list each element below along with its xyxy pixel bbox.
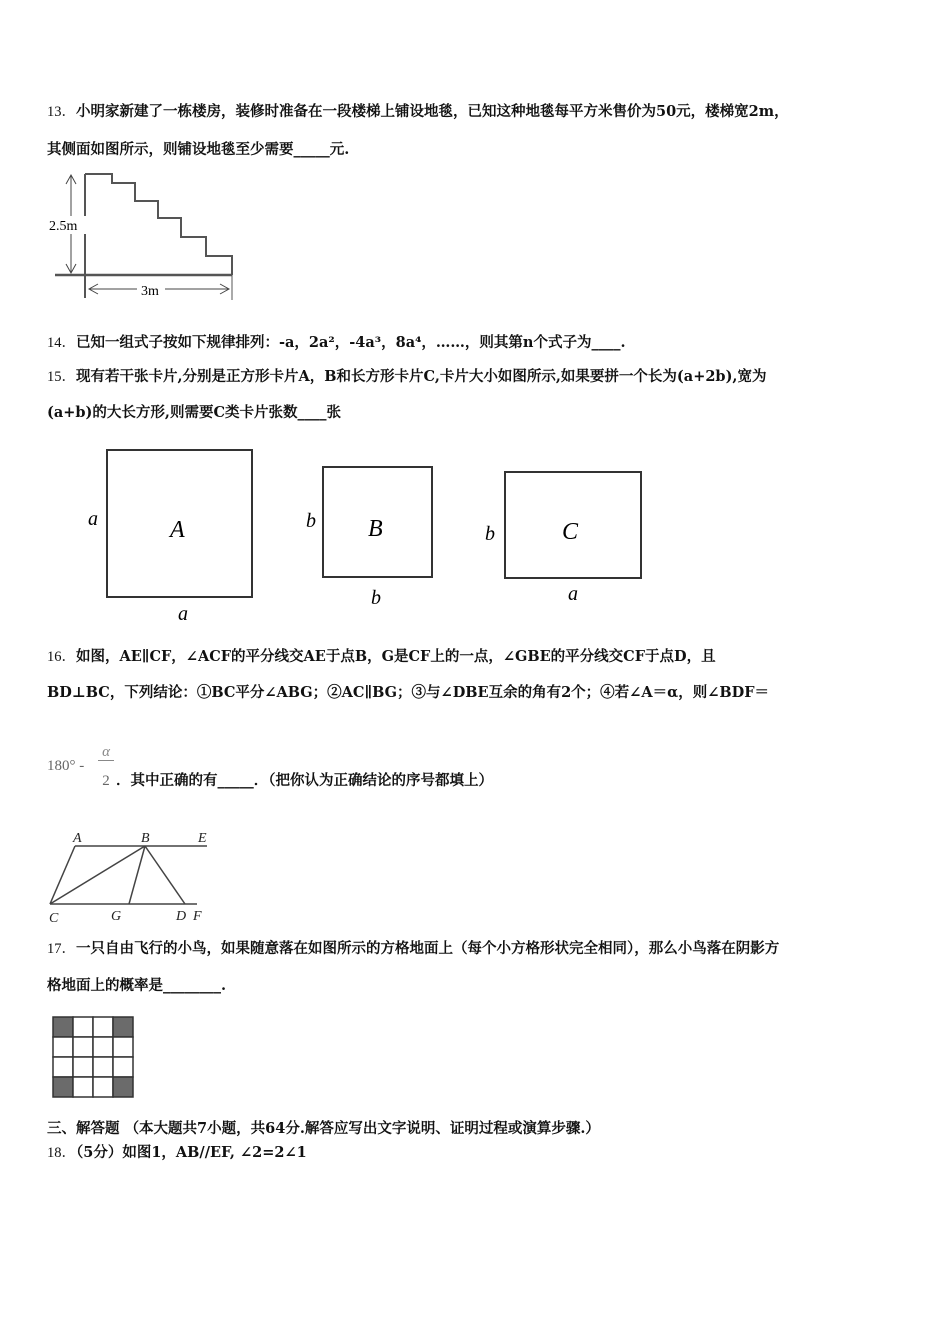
- q15-line1: [47, 367, 766, 387]
- q18-text: （5分）如图1，AB//EF, ∠2=2∠1: [76, 1144, 307, 1161]
- grid-cell: [53, 1057, 73, 1077]
- q16-number: 16．: [47, 649, 76, 665]
- q15-number: 15．: [47, 369, 76, 385]
- grid-cell-shaded: [113, 1077, 133, 1097]
- card-c: [485, 472, 641, 605]
- q13-text: 小明家新建了一栋楼房，装修时准备在一段楼梯上铺设地毯，已知这种地毯每平方米售价为50元，楼梯宽2m，: [76, 103, 789, 120]
- height-label: 2.5m: [49, 219, 78, 234]
- point-a-label: A: [73, 831, 82, 846]
- q18-number: 18．: [47, 1145, 76, 1161]
- q16-line2: BD⊥BC，下列结论：①BC平分∠ABG；②AC∥BG；③与∠DBE互余的角有2个；④若∠A＝α，则∠BDF＝: [47, 684, 770, 701]
- q16-line1: [47, 647, 716, 667]
- card-b-bottom: b: [371, 587, 381, 609]
- grid-cell: [53, 1037, 73, 1057]
- point-f-label: F: [193, 909, 202, 924]
- formula-prefix: 180° -: [47, 758, 85, 774]
- q15-text: 现有若干张卡片,分别是正方形卡片A，B和长方形卡片C,卡片大小如图所示,如果要拼一个长为(a+2b),宽为: [76, 368, 767, 385]
- q15-line2: (a+b)的大长方形,则需要C类卡片张数____张: [47, 404, 341, 421]
- grid-cell-shaded: [53, 1017, 73, 1037]
- card-c-side: b: [485, 523, 495, 545]
- point-c-label: C: [49, 911, 59, 926]
- q14-number: 14．: [47, 335, 76, 351]
- point-g-label: G: [111, 909, 122, 924]
- card-a-side: a: [88, 508, 98, 530]
- grid-cell: [93, 1017, 113, 1037]
- parallel-lines-figure: [45, 826, 225, 926]
- grid-cell: [93, 1057, 113, 1077]
- q13-number: 13．: [47, 104, 76, 120]
- q16-text: 如图，AE∥CF，∠ACF的平分线交AE于点B，G是CF上的一点，∠GBE的平分线交CF于点D，且: [76, 648, 716, 665]
- card-c-bottom: a: [568, 583, 578, 605]
- point-d-label: D: [176, 909, 187, 924]
- q18-line: [47, 1143, 307, 1163]
- q17-line1: [47, 939, 779, 959]
- card-b: [306, 467, 432, 609]
- section3-title: 三、解答题: [47, 1120, 120, 1137]
- grid-cell: [113, 1057, 133, 1077]
- q13-line2: 其侧面如图所示，则铺设地毯至少需要_____元.: [47, 141, 350, 158]
- probability-grid: [52, 1016, 136, 1098]
- card-b-label: B: [368, 516, 383, 542]
- point-e-label: E: [198, 831, 207, 846]
- formula-denominator: 2: [102, 773, 110, 789]
- q17-line2: 格地面上的概率是________.: [47, 977, 227, 994]
- card-a: [88, 450, 252, 625]
- grid-cell: [93, 1077, 113, 1097]
- card-b-side: b: [306, 510, 316, 532]
- grid-cell: [73, 1057, 93, 1077]
- card-a-bottom: a: [178, 603, 188, 625]
- q13-line1: [47, 102, 789, 122]
- width-label: 3m: [141, 284, 159, 299]
- q14-text: 已知一组式子按如下规律排列：-a，2a²，-4a³，8a⁴，……，则其第n个式子为____.: [76, 334, 626, 351]
- point-b-label: B: [141, 831, 150, 846]
- grid-cell: [73, 1077, 93, 1097]
- card-a-label: A: [170, 517, 185, 543]
- q17-number: 17．: [47, 941, 76, 957]
- q16-line3: ．其中正确的有_____．（把你认为正确结论的序号都填上）: [116, 772, 493, 789]
- card-c-label: C: [562, 519, 579, 545]
- cards-figure: [80, 440, 680, 625]
- grid-cell: [113, 1037, 133, 1057]
- q14-line: [47, 333, 626, 353]
- staircase-figure: [45, 168, 245, 303]
- grid-cell-shaded: [53, 1077, 73, 1097]
- grid-cell: [73, 1017, 93, 1037]
- section3-header: [47, 1119, 600, 1139]
- grid-cell-shaded: [113, 1017, 133, 1037]
- section3-note: （本大题共7小题，共64分.解答应写出文字说明、证明过程或演算步骤.）: [124, 1120, 600, 1137]
- grid-cell: [93, 1037, 113, 1057]
- grid-cell: [73, 1037, 93, 1057]
- q17-text: 一只自由飞行的小鸟，如果随意落在如图所示的方格地面上（每个小方格形状完全相同），那么小鸟落在阴影方: [76, 940, 780, 957]
- formula-numerator: α: [98, 744, 114, 761]
